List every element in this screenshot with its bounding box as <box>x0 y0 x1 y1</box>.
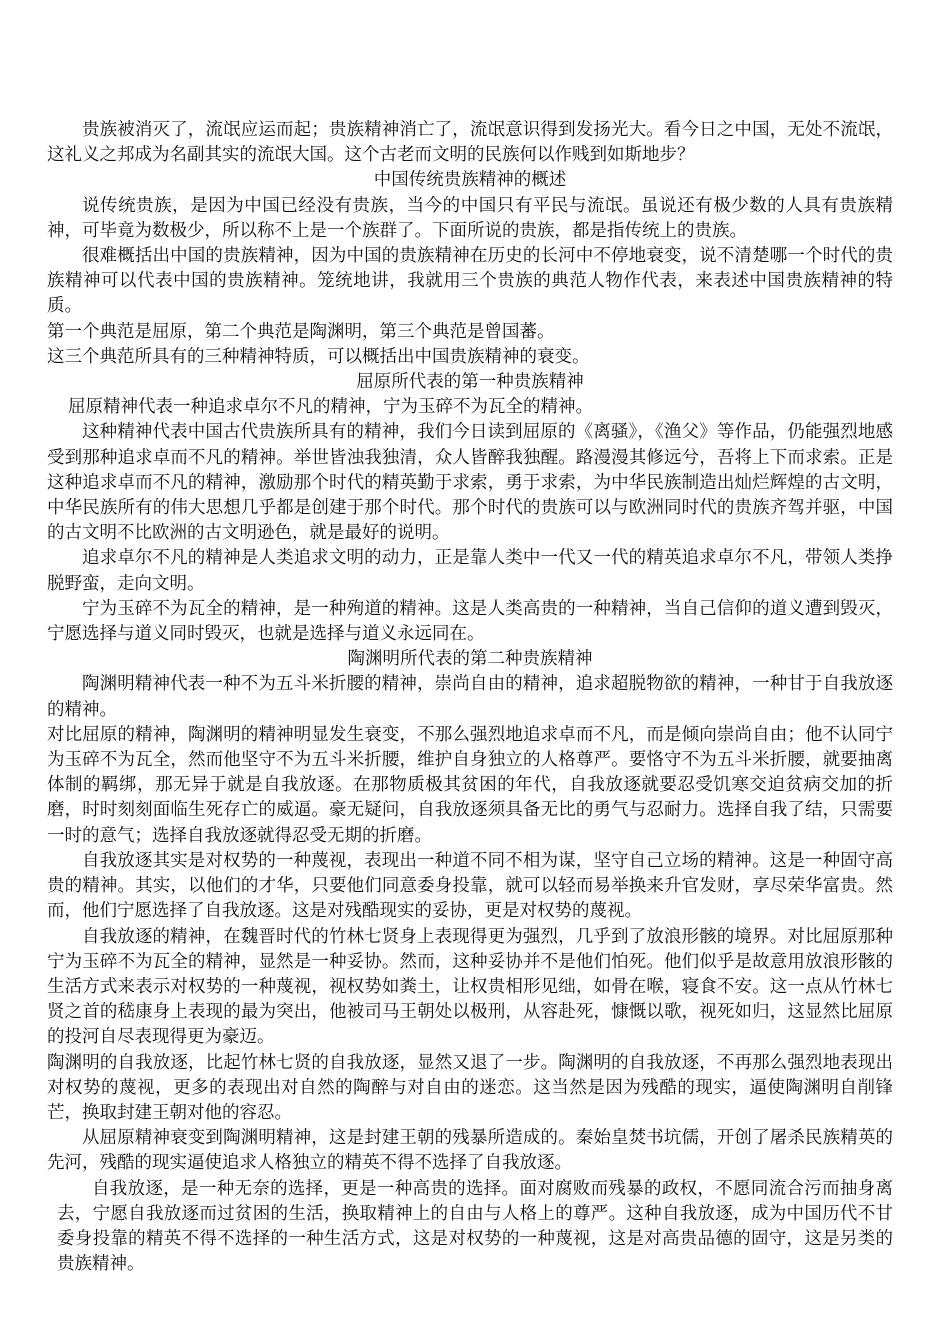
paragraph-three-models: 第一个典范是屈原，第二个典范是陶渊明，第三个典范是曾国蕃。 <box>47 321 555 342</box>
paragraph-martyrdom: 宁为玉碎不为瓦全的精神，是一种殉道的精神。这是人类高贵的一种精神，当自己信仰的道义遭到毁灭，宁愿选择与道义同时毁灭，也就是选择与道义永远同在。 <box>47 598 893 645</box>
document-page <box>47 118 893 1277</box>
section-heading-overview: 中国传统贵族精神的概述 <box>373 170 567 191</box>
paragraph-pursuit-excellence: 追求卓尔不凡的精神是人类追求文明的动力，正是靠人类中一代又一代的精英追求卓尔不凡，带领人类挣脱野蛮，走向文明。 <box>47 548 893 594</box>
paragraph-tao-retreat: 陶渊明的自我放逐，比起竹林七贤的自我放逐，显然又退了一步。陶渊明的自我放逐，不再那么强烈地表现出对权势的蔑视，更多的表现出对自然的陶醉与对自由的迷恋。这当然是因为残酷的现实，逼使陶渊明自削锋芒，换取封建王朝对他的容忍。 <box>47 1052 893 1123</box>
paragraph-three-traits: 这三个典范所具有的三种精神特质，可以概括出中国贵族精神的衰变。 <box>47 346 590 367</box>
paragraph-self-exile-contempt: 自我放逐其实是对权势的一种蔑视，表现出一种道不同不相为谋，坚守自己立场的精神。这是一种固守高贵的精神。其实，以他们的才华，只要他们同意委身投靠，就可以轻而易举换来升官发财，享尽荣华富贵。然而，他们宁愿选择了自我放逐。这是对残酷现实的妥协，更是对权势的蔑视。 <box>47 850 893 922</box>
section-heading-qu-yuan: 屈原所代表的第一种贵族精神 <box>356 372 584 393</box>
paragraph-tao-spirit: 陶渊明精神代表一种不为五斗米折腰的精神，崇尚自由的精神，追求超脱物欲的精神，一种甘于自我放逐的精神。 <box>47 674 893 720</box>
paragraph-tyranny: 从屈原精神衰变到陶渊明精神，这是封建王朝的残暴所造成的。秦始皇焚书坑儒，开创了屠杀民族精英的先河，残酷的现实逼使追求人格独立的精英不得不选择了自我放逐。 <box>47 1128 893 1174</box>
paragraph-noble-choice: 自我放逐，是一种无奈的选择，更是一种高贵的选择。面对腐败而残暴的政权，不愿同流合污而抽身离去，宁愿自我放逐而过贫困的生活，换取精神上的自由与人格上的尊严。这种自我放逐，成为中国历代不甘委身投靠的精英不得不选择的一种生活方式，这是对权势的一种蔑视，这是对高贵品德的固守，这是另类的贵族精神。 <box>57 1178 893 1275</box>
paragraph-ancient-nobility: 这种精神代表中国古代贵族所具有的精神，我们今日读到屈原的《离骚》，《渔父》等作品，仍能强烈地感受到那种追求卓而不凡的精神。举世皆浊我独清，众人皆醉我独醒。路漫漫其修远兮，吾将上下而求索。正是这种追求卓而不凡的精神，激励那个时代的精英勤于求索，勇于求索，为中华民族制造出灿烂辉煌的古文明，中华民族所有的伟大思想几乎都是创建于那个时代。那个时代的贵族可以与欧洲同时代的贵族齐驾并驱，中国的古文明不比欧洲的古文明逊色，就是最好的说明。 <box>47 422 893 544</box>
paragraph-hard-to-summarize: 很难概括出中国的贵族精神，因为中国的贵族精神在历史的长河中不停地衰变，说不清楚哪一个时代的贵族精神可以代表中国的贵族精神。笼统地讲，我就用三个贵族的典范人物作代表，来表述中国贵族精神的特质。 <box>47 246 893 317</box>
section-heading-tao-yuanming: 陶渊明所代表的第二种贵族精神 <box>347 649 593 670</box>
paragraph-traditional-nobility: 说传统贵族，是因为中国已经没有贵族，当今的中国只有平民与流氓。虽说还有极少数的人具有贵族精神，可毕竟为数极少，所以称不上是一个族群了。下面所说的贵族，都是指传统上的贵族。 <box>47 195 893 241</box>
paragraph-intro: 贵族被消灭了，流氓应运而起；贵族精神消亡了，流氓意识得到发扬光大。看今日之中国，无处不流氓，这礼义之邦成为名副其实的流氓大国。这个古老而文明的民族何以作贱到如斯地步？ <box>47 120 893 166</box>
paragraph-qu-yuan-spirit: 屈原精神代表一种追求卓尔不凡的精神，宁为玉碎不为瓦全的精神。 <box>68 397 593 418</box>
paragraph-comparison: 对比屈原的精神，陶渊明的精神明显发生衰变，不那么强烈地追求卓而不凡，而是倾向崇尚自由；他不认同宁为玉碎不为瓦全，然而他坚守不为五斗米折腰，维护自身独立的人格尊严。要恪守不为五斗米折腰，就要抽离体制的羁绑，那无异于就是自我放逐。在那物质极其贫困的年代，自我放逐就要忍受饥寒交迫贫病交加的折磨，时时刻刻面临生死存亡的威逼。豪无疑问，自我放逐须具备无比的勇气与忍耐力。选择自我了结，只需要一时的意气；选择自我放逐就得忍受无期的折磨。 <box>47 724 893 846</box>
paragraph-seven-sages: 自我放逐的精神，在魏晋时代的竹林七贤身上表现得更为强烈，几乎到了放浪形骸的境界。对比屈原那种宁为玉碎不为瓦全的精神，显然是一种妥协。然而，这种妥协并不是他们怕死。他们似乎是故意用放浪形骸的生活方式来表示对权势的一种蔑视，视权势如粪土，让权贵相形见绌，如骨在喉，寝食不安。这一点从竹林七贤之首的嵇康身上表现的最为突出，他被司马王朝处以极刑，从容赴死，慷慨以歌，视死如归，这显然比屈原的投河自尽表现得更为豪迈。 <box>47 926 893 1048</box>
